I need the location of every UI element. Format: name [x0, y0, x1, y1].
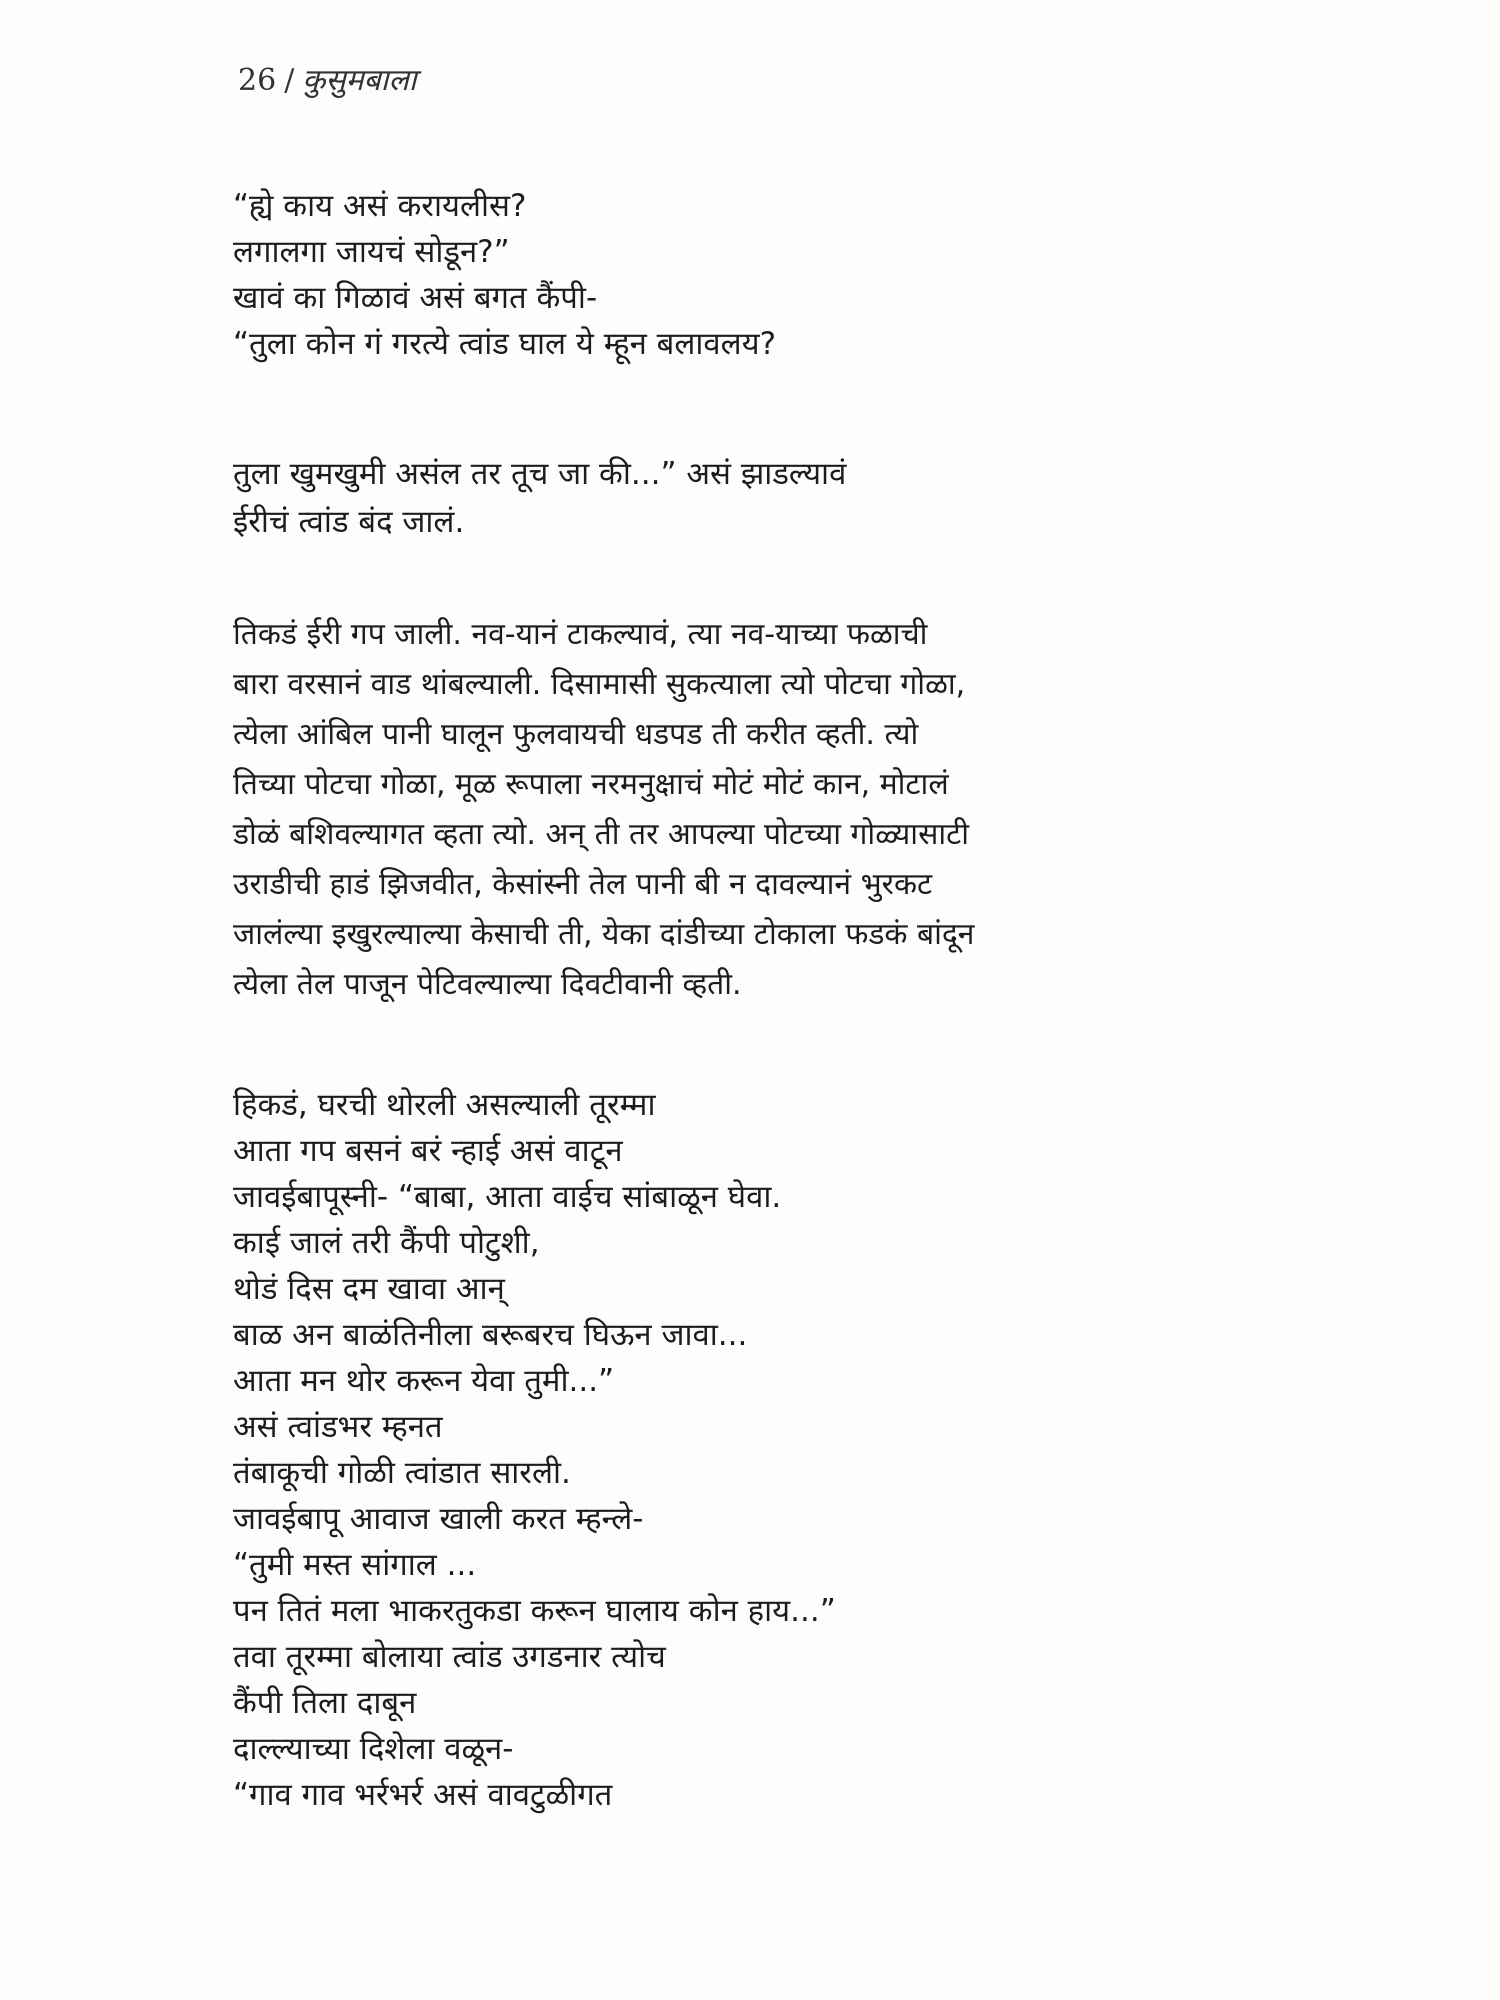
text-line: बारा वरसानं वाड थांबल्याली. दिसामासी सुकत्याला त्यो पोटचा गोळा, [233, 667, 966, 702]
text-line: उराडीची हाडं झिजवीत, केसांस्नी तेल पानी बी न दावल्यानं भुरकट [233, 867, 933, 902]
paragraph-3 [233, 610, 974, 1010]
text-line: दाल्ल्याच्या दिशेला वळून- [233, 1731, 514, 1767]
text-line: हिकडं, घरची थोरली असल्याली तूरम्मा [233, 1087, 656, 1123]
text-line: जावईबापू आवाज खाली करत म्हन्ले- [233, 1501, 644, 1537]
text-line: बाळ अन बाळंतिनीला बरूबरच घिऊन जावा... [233, 1317, 748, 1353]
text-line: असं त्वांडभर म्हनत [233, 1409, 443, 1445]
text-line: तिच्या पोटचा गोळा, मूळ रूपाला नरमनुक्षाचं मोटं मोटं कान, मोटालं [233, 767, 949, 802]
text-line: आता गप बसनं बरं न्हाई असं वाटून [233, 1133, 623, 1169]
text-line: डोळं बशिवल्यागत व्हता त्यो. अन् ती तर आपल्या पोटच्या गोळ्यासाटी [233, 817, 970, 852]
page-number: 26 [238, 63, 277, 98]
text-line: तवा तूरम्मा बोलाया त्वांड उगडनार त्योच [233, 1639, 666, 1675]
text-line: थोडं दिस दम खावा आन् [233, 1271, 505, 1307]
paragraph-2 [233, 450, 846, 546]
paragraph-1 [233, 183, 776, 367]
text-line: लगालगा जायचं सोडून?” [233, 234, 510, 270]
text-line: “तुला कोन गं गरत्ये त्वांड घाल ये म्हून बलावलय? [233, 326, 777, 362]
text-line: जावईबापूस्नी- “बाबा, आता वाईच सांबाळून घेवा. [233, 1179, 782, 1215]
header-separator: / [284, 63, 295, 98]
text-line: तंबाकूची गोळी त्वांडात सारली. [233, 1455, 571, 1491]
text-line: तुला खुमखुमी असंल तर तूच जा की...” असं झाडल्यावं [233, 456, 847, 492]
text-line: आता मन थोर करून येवा तुमी...” [233, 1363, 615, 1399]
text-line: पन तितं मला भाकरतुकडा करून घालाय कोन हाय...” [233, 1593, 836, 1629]
text-line: कैंपी तिला दाबून [233, 1685, 417, 1721]
text-line: जालंल्या इखुरल्याल्या केसाची ती, येका दांडीच्या टोकाला फडकं बांदून [233, 917, 975, 952]
text-line: “गाव गाव भर्रभर्र असं वावटुळीगत [233, 1777, 613, 1813]
text-line: ईरीचं त्वांड बंद जालं. [233, 504, 465, 540]
text-line: तिकडं ईरी गप जाली. नव-यानं टाकल्यावं, त्या नव-याच्या फळाची [233, 617, 928, 652]
text-line: त्येला तेल पाजून पेटिवल्याल्या दिवटीवानी व्हती. [233, 967, 742, 1002]
text-line: खावं का गिळावं असं बगत कैंपी- [233, 280, 598, 316]
paragraph-4 [233, 1082, 836, 1818]
running-header [238, 58, 417, 99]
text-line: काई जालं तरी कैंपी पोटुशी, [233, 1225, 540, 1261]
book-title: कुसुमबाला [302, 63, 417, 98]
text-line: “तुमी मस्त सांगाल ... [233, 1547, 477, 1583]
text-line: “ह्ये काय असं करायलीस? [233, 188, 527, 224]
text-line: त्येला आंबिल पानी घालून फुलवायची धडपड ती करीत व्हती. त्यो [233, 717, 919, 752]
